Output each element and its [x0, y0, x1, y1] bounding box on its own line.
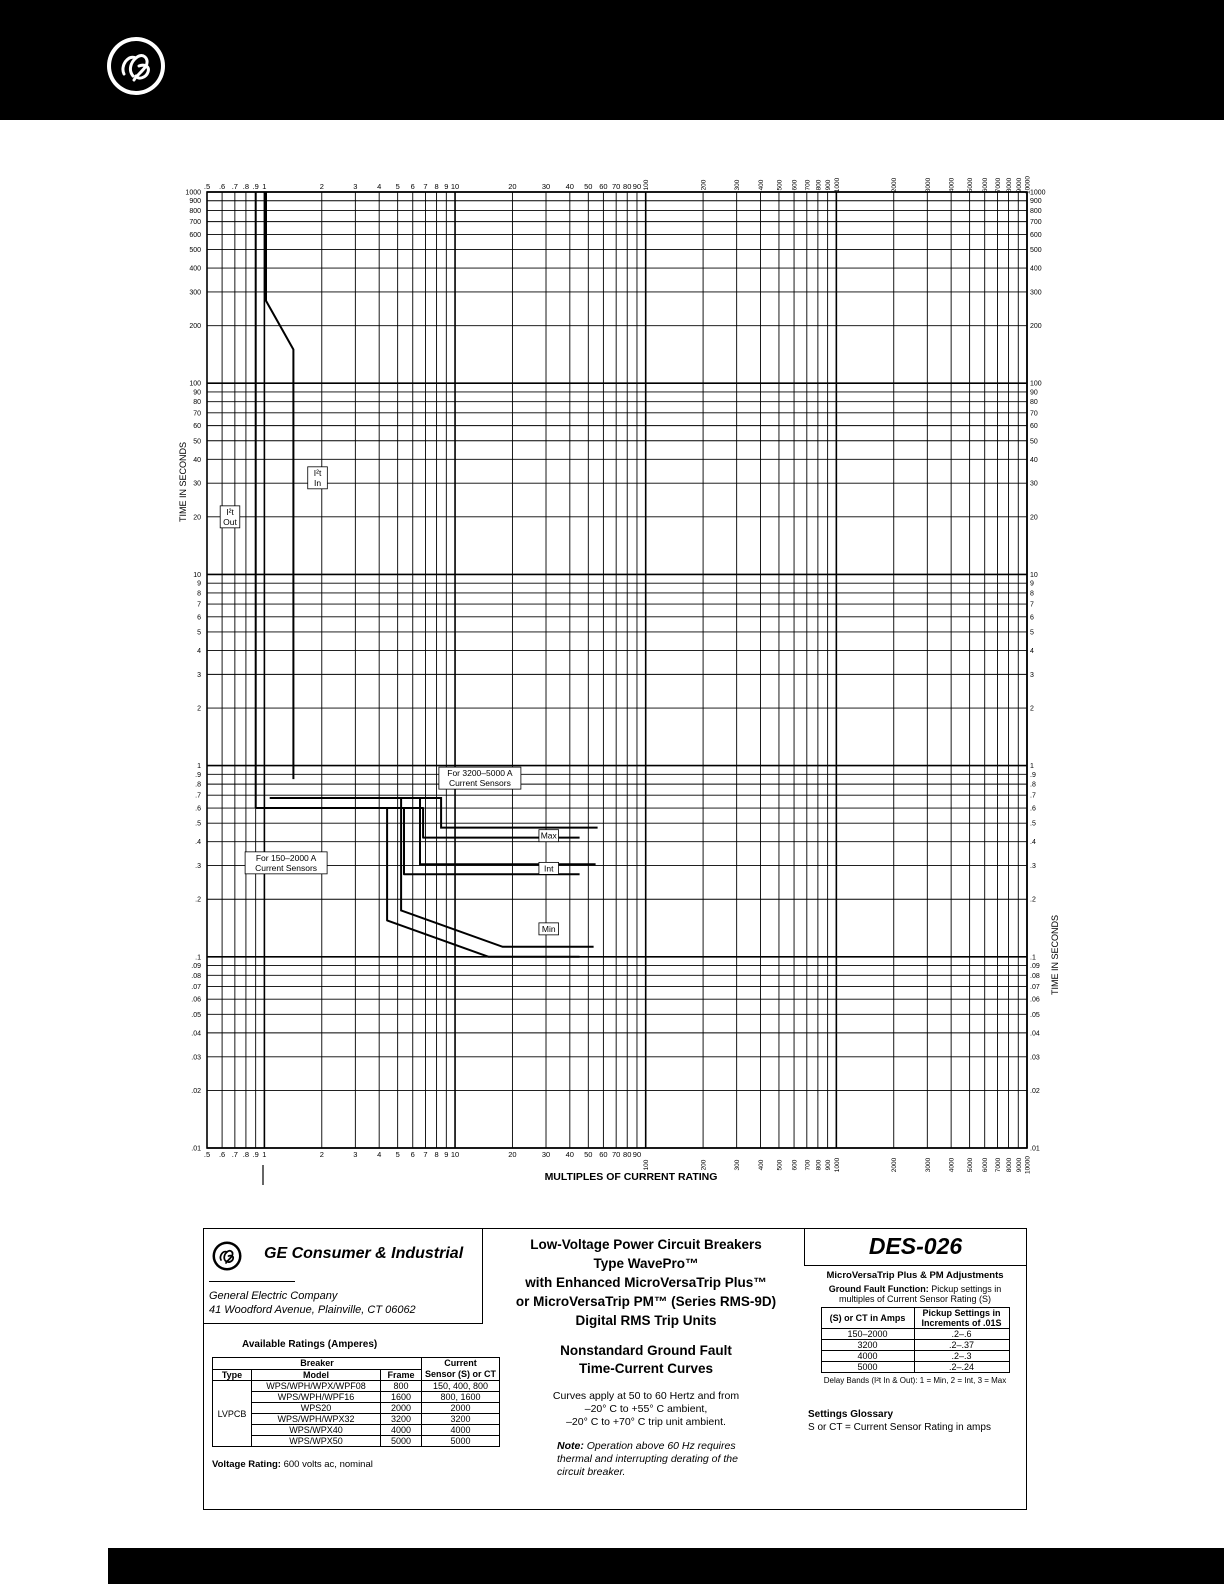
y-tick-label-right: 200: [1030, 323, 1042, 331]
y-tick-label-right: .8: [1030, 781, 1036, 789]
x-tick-label: 10: [450, 182, 460, 191]
x-tick-label: 5: [395, 1150, 400, 1159]
annotation-text: For 150–2000 A: [255, 852, 317, 863]
y-tick-label-left: .01: [191, 1145, 201, 1153]
y-tick-label-left: .6: [195, 805, 201, 813]
x-tick-label: 5000: [967, 1157, 975, 1173]
table-row: WPS/WPH/WPF16 1600 800, 1600: [213, 1392, 500, 1403]
x-tick-label: .6: [218, 182, 226, 191]
curve-150-2000-min: [256, 808, 580, 957]
y-tick-label-right: .4: [1030, 839, 1036, 847]
y-tick-label-left: 700: [189, 219, 201, 227]
pickup-table: (S) or CT in Amps Pickup Settings in Increments of .01S 150–2000 .2–.6 3200 .2–.37 4000 .2–.3 5000 .2–.24: [821, 1307, 1010, 1373]
x-tick-label: 600: [791, 179, 799, 191]
x-tick-label: 1000: [833, 1157, 841, 1173]
x-tick-label: 50: [584, 1150, 593, 1159]
x-tick-label: 100: [643, 1159, 651, 1171]
y-tick-label-left: 400: [189, 265, 201, 273]
ratings-table: Breaker Current Sensor (S) or CT Type Model Frame LVPCB WPS/WPH/WPX/WPF08 800 150, 400, 800 WPS/WPH/WPF16 1600 800, 1600 WPS20 2000 2000 WPS/WPH/WPX32 3200 3200 WPS/WPX40 4000 4000 WPS/WPX50 5000 5000: [212, 1357, 500, 1447]
x-tick-label: 8000: [1006, 1157, 1014, 1173]
x-tick-label: 7: [423, 182, 428, 191]
adjustments-title: MicroVersaTrip Plus & PM Adjustments: [826, 1270, 1004, 1281]
y-tick-label-right: .6: [1030, 805, 1036, 813]
x-tick-label: 400: [757, 1159, 765, 1171]
x-tick-label: 80: [623, 182, 632, 191]
y-tick-label-right: 800: [1030, 208, 1042, 216]
table-row: WPS/WPH/WPX32 3200 3200: [213, 1414, 500, 1425]
y-tick-label-left: 1000: [185, 189, 201, 197]
table-row: WPS/WPX50 5000 5000: [213, 1436, 500, 1447]
table-row: WPS/WPX40 4000 4000: [213, 1425, 500, 1436]
company-address: General Electric Company 41 Woodford Avenue, Plainville, CT 06062: [209, 1290, 416, 1316]
x-tick-label: .8: [242, 1150, 250, 1159]
curve-i2t-in: [266, 192, 293, 779]
x-tick-label: 50: [584, 182, 593, 191]
y-tick-label-right: .9: [1030, 771, 1036, 779]
y-tick-label-right: 70: [1030, 410, 1038, 418]
footer-bar: [108, 1548, 1224, 1584]
y-tick-label-left: .7: [195, 792, 201, 800]
y-tick-label-right: .06: [1030, 996, 1040, 1004]
y-tick-label-left: .02: [191, 1087, 201, 1095]
y-tick-label-right: 1000: [1030, 189, 1046, 197]
x-tick-label: 9000: [1015, 177, 1023, 193]
x-tick-label: 6000: [982, 177, 990, 193]
y-tick-label-left: 3: [197, 671, 201, 679]
x-tick-label: 5: [395, 182, 400, 191]
note-line: thermal and interrupting derating of the: [557, 1453, 738, 1465]
y-tick-label-right: 300: [1030, 289, 1042, 297]
annotation-text: Current Sensors: [448, 778, 511, 789]
chart-grid: [207, 192, 1027, 1148]
curves-apply-text: [483, 1390, 809, 1429]
y-tick-label-right: .7: [1030, 792, 1036, 800]
title-line: Low-Voltage Power Circuit Breakers: [530, 1237, 762, 1252]
x-tick-label: 70: [611, 1150, 621, 1159]
y-tick-label-right: .03: [1030, 1054, 1040, 1062]
y-tick-label-right: 5: [1030, 629, 1034, 637]
y-tick-label-left: 70: [193, 410, 201, 418]
x-tick-label: 6000: [982, 1157, 990, 1173]
x-tick-label: 10000: [1024, 175, 1032, 195]
x-tick-label: 600: [791, 1159, 799, 1171]
note-text: Note: Operation above 60 Hz requires thermal and interrupting derating of the circuit breaker.: [557, 1440, 738, 1478]
y-tick-label-right: 2: [1030, 705, 1034, 713]
y-tick-label-right: 80: [1030, 399, 1038, 407]
voltage-rating: Voltage Rating: 600 volts ac, nominal: [212, 1459, 373, 1470]
x-tick-label: 6: [410, 182, 415, 191]
annotation-text: I²t: [226, 506, 234, 517]
y-tick-label-right: 4: [1030, 647, 1034, 655]
y-tick-label-left: 200: [189, 323, 201, 331]
document-subtitle: [483, 1342, 809, 1378]
annotation-text: Int: [543, 863, 554, 874]
x-tick-label: 500: [776, 1159, 784, 1171]
y-tick-label-left: .07: [191, 983, 201, 991]
x-tick-label: 30: [541, 182, 551, 191]
y-tick-label-right: .02: [1030, 1087, 1040, 1095]
y-tick-label-left: 6: [197, 614, 201, 622]
y-tick-label-right: .5: [1030, 820, 1036, 828]
y-tick-label-right: 1: [1030, 763, 1034, 771]
x-tick-label: 10000: [1024, 1155, 1032, 1175]
y-tick-label-left: 4: [197, 647, 201, 655]
y-tick-label-right: 7: [1030, 601, 1034, 609]
y-tick-label-right: 500: [1030, 247, 1042, 255]
x-tick-label: .9: [252, 182, 259, 191]
x-tick-label: 4: [377, 1150, 382, 1159]
x-tick-label: 80: [623, 1150, 632, 1159]
table-row: 150–2000 .2–.6: [821, 1329, 1009, 1340]
y-tick-label-right: 900: [1030, 198, 1042, 206]
x-tick-label: 900: [825, 179, 833, 191]
y-tick-label-right: 20: [1030, 514, 1038, 522]
y-axis-label-left: TIME IN SECONDS: [178, 441, 188, 523]
y-tick-label-right: 700: [1030, 219, 1042, 227]
y-tick-label-left: 5: [197, 629, 201, 637]
y-tick-label-left: 300: [189, 289, 201, 297]
table-row: 3200 .2–.37: [821, 1340, 1009, 1351]
x-tick-label: 40: [565, 182, 574, 191]
x-tick-label: 30: [541, 1150, 551, 1159]
y-tick-label-right: 3: [1030, 671, 1034, 679]
x-tick-label: .5: [203, 1150, 211, 1159]
x-tick-label: 2: [319, 1150, 324, 1159]
y-tick-label-right: 600: [1030, 231, 1042, 239]
table-row: 5000 .2–.24: [821, 1362, 1009, 1373]
adjustments-block: [804, 1266, 1026, 1434]
apply-line: –20° C to +70° C trip unit ambient.: [566, 1416, 726, 1428]
x-tick-label: 100: [643, 179, 651, 191]
x-tick-label: 400: [757, 179, 765, 191]
subtitle-line: Time-Current Curves: [578, 1361, 714, 1376]
y-tick-label-right: 30: [1030, 480, 1038, 488]
y-tick-label-left: 9: [197, 580, 201, 588]
x-tick-label: 900: [825, 1159, 833, 1171]
x-tick-label: 200: [700, 179, 708, 191]
x-tick-label: 7000: [994, 1157, 1002, 1173]
x-tick-label: 1000: [833, 177, 841, 193]
apply-line: –20° C to +55° C ambient,: [584, 1403, 708, 1415]
y-tick-label-left: .8: [195, 781, 201, 789]
y-tick-label-left: 900: [189, 198, 201, 206]
annotation-text: Min: [541, 923, 556, 934]
x-tick-label: .7: [231, 1150, 238, 1159]
settings-glossary: Settings Glossary S or CT = Current Sensor Rating in amps: [808, 1409, 991, 1433]
y-tick-label-left: .2: [195, 896, 201, 904]
x-tick-label: 1: [262, 1150, 267, 1159]
y-tick-label-left: .04: [191, 1030, 201, 1038]
y-tick-label-left: 600: [189, 231, 201, 239]
y-tick-label-left: 800: [189, 208, 201, 216]
plot-frame: [207, 192, 1027, 1148]
doc-number-box: [804, 1228, 1026, 1266]
company-box: [204, 1229, 483, 1324]
y-tick-label-left: .05: [191, 1011, 201, 1019]
title-line: Digital RMS Trip Units: [575, 1313, 717, 1328]
y-tick-label-right: 40: [1030, 456, 1038, 464]
x-tick-label: 5000: [967, 177, 975, 193]
y-tick-label-right: 100: [1030, 380, 1042, 388]
x-tick-label: 3: [353, 182, 358, 191]
note-line: Operation above 60 Hz requires: [586, 1440, 736, 1452]
y-tick-label-left: 7: [197, 601, 201, 609]
x-tick-label: 700: [804, 179, 812, 191]
x-tick-label: 9: [444, 1150, 449, 1159]
note-line: circuit breaker.: [557, 1466, 626, 1478]
subtitle-line: Nonstandard Ground Fault: [560, 1343, 732, 1358]
x-tick-label: 7000: [994, 177, 1002, 193]
y-tick-label-right: .1: [1030, 954, 1036, 962]
y-tick-label-right: 50: [1030, 438, 1038, 446]
y-tick-label-left: 500: [189, 247, 201, 255]
x-tick-label: 3000: [924, 1157, 932, 1173]
y-tick-label-left: 60: [193, 423, 201, 431]
x-tick-label: .5: [203, 182, 211, 191]
x-tick-label: 4000: [948, 177, 956, 193]
y-tick-label-left: .4: [195, 839, 201, 847]
y-tick-label-left: 40: [193, 456, 201, 464]
annotation-text: In: [313, 477, 322, 488]
y-tick-label-right: .09: [1030, 963, 1040, 971]
y-tick-label-left: 80: [193, 399, 201, 407]
x-tick-label: 500: [776, 179, 784, 191]
title-block: [483, 1229, 809, 1509]
y-tick-label-right: .3: [1030, 863, 1036, 871]
y-tick-label-left: .08: [191, 972, 201, 980]
x-tick-label: 2: [319, 182, 324, 191]
y-tick-label-left: 50: [193, 438, 201, 446]
x-tick-label: 8000: [1006, 177, 1014, 193]
x-tick-label: 200: [700, 1159, 708, 1171]
y-tick-label-right: 400: [1030, 265, 1042, 273]
x-tick-label: 700: [804, 1159, 812, 1171]
x-tick-label: .9: [252, 1150, 259, 1159]
y-tick-label-left: 100: [189, 380, 201, 388]
y-tick-label-right: .05: [1030, 1011, 1040, 1019]
x-tick-label: 40: [565, 1150, 574, 1159]
y-tick-label-right: 6: [1030, 614, 1034, 622]
y-tick-label-right: .07: [1030, 983, 1040, 991]
y-tick-label-right: 9: [1030, 580, 1034, 588]
x-tick-label: .8: [242, 182, 250, 191]
y-tick-label-right: 90: [1030, 389, 1038, 397]
x-tick-label: 90: [632, 1150, 642, 1159]
y-tick-label-left: .5: [195, 820, 201, 828]
x-tick-label: .6: [218, 1150, 226, 1159]
x-tick-label: .7: [231, 182, 238, 191]
x-tick-label: 1: [262, 182, 267, 191]
table-row: LVPCB WPS/WPH/WPX/WPF08 800 150, 400, 800: [213, 1381, 500, 1392]
y-tick-label-left: .03: [191, 1054, 201, 1062]
x-tick-label: 2000: [891, 1157, 899, 1173]
y-tick-label-left: .1: [195, 954, 201, 962]
y-tick-label-right: .2: [1030, 896, 1036, 904]
y-tick-label-left: 1: [197, 763, 201, 771]
y-tick-label-left: 90: [193, 389, 201, 397]
x-tick-label: 8: [434, 1150, 439, 1159]
company-name: GE Consumer & Industrial: [264, 1245, 464, 1262]
x-tick-label: 9000: [1015, 1157, 1023, 1173]
y-tick-label-right: .01: [1030, 1145, 1040, 1153]
x-tick-label: 7: [423, 1150, 428, 1159]
y-tick-label-right: 10: [1030, 571, 1038, 579]
x-tick-label: 800: [815, 179, 823, 191]
y-tick-label-left: 30: [193, 480, 201, 488]
table-row: 4000 .2–.3: [821, 1351, 1009, 1362]
x-tick-label: 6: [410, 1150, 415, 1159]
x-tick-label: 20: [508, 182, 517, 191]
title-line: Type WavePro™: [593, 1256, 699, 1271]
y-tick-label-right: .08: [1030, 972, 1040, 980]
table-row: WPS20 2000 2000: [213, 1403, 500, 1414]
x-tick-label: 300: [734, 1159, 742, 1171]
y-tick-label-left: .3: [195, 863, 201, 871]
title-line: or MicroVersaTrip PM™ (Series RMS-9D): [515, 1294, 777, 1309]
ratings-title: Available Ratings (Amperes): [242, 1339, 378, 1350]
x-tick-label: 60: [599, 182, 608, 191]
apply-line: Curves apply at 50 to 60 Hertz and from: [552, 1390, 740, 1402]
annotation-text: Out: [223, 516, 237, 527]
y-tick-label-left: 10: [193, 571, 201, 579]
x-tick-label: 3000: [924, 177, 932, 193]
x-tick-label: 90: [632, 182, 642, 191]
y-tick-label-left: .9: [195, 771, 201, 779]
y-tick-label-left: 8: [197, 590, 201, 598]
x-tick-label: 2000: [891, 177, 899, 193]
y-tick-label-right: 60: [1030, 423, 1038, 431]
x-tick-label: 3: [353, 1150, 358, 1159]
x-tick-label: 4: [377, 182, 382, 191]
document-title: [483, 1235, 809, 1330]
doc-number: DES-026: [868, 1233, 963, 1259]
y-tick-label-right: .04: [1030, 1030, 1040, 1038]
y-axis-label-right: TIME IN SECONDS: [1050, 914, 1060, 996]
annotation-text: I²t: [313, 467, 322, 478]
type-cell: LVPCB: [213, 1381, 252, 1447]
x-tick-label: 70: [611, 182, 621, 191]
y-tick-label-left: .09: [191, 963, 201, 971]
annotation-text: Max: [540, 830, 557, 841]
delay-bands: Delay Bands (I²t In & Out): 1 = Min, 2 = Int, 3 = Max: [823, 1376, 1007, 1385]
x-axis-label: MULTIPLES OF CURRENT RATING: [544, 1171, 718, 1183]
x-tick-label: 60: [599, 1150, 608, 1159]
x-tick-label: 10: [450, 1150, 460, 1159]
ground-fault-text: Ground Fault Function: Pickup settings in multiples of Current Sensor Rating (S): [828, 1284, 1002, 1304]
y-tick-label-right: 8: [1030, 590, 1034, 598]
x-tick-label: 800: [815, 1159, 823, 1171]
info-panel: [203, 1228, 1027, 1510]
x-tick-label: 9: [444, 182, 449, 191]
y-tick-label-left: .06: [191, 996, 201, 1004]
title-line: with Enhanced MicroVersaTrip Plus™: [525, 1275, 767, 1290]
x-tick-label: 20: [508, 1150, 517, 1159]
x-tick-label: 4000: [948, 1157, 956, 1173]
ge-monogram-icon: [212, 1241, 242, 1271]
y-tick-label-left: 20: [193, 514, 201, 522]
annotation-text: Current Sensors: [255, 862, 318, 873]
y-tick-label-left: 2: [197, 705, 201, 713]
x-tick-label: 8: [434, 182, 439, 191]
annotation-text: For 3200–5000 A: [447, 768, 513, 779]
x-tick-label: 300: [734, 179, 742, 191]
